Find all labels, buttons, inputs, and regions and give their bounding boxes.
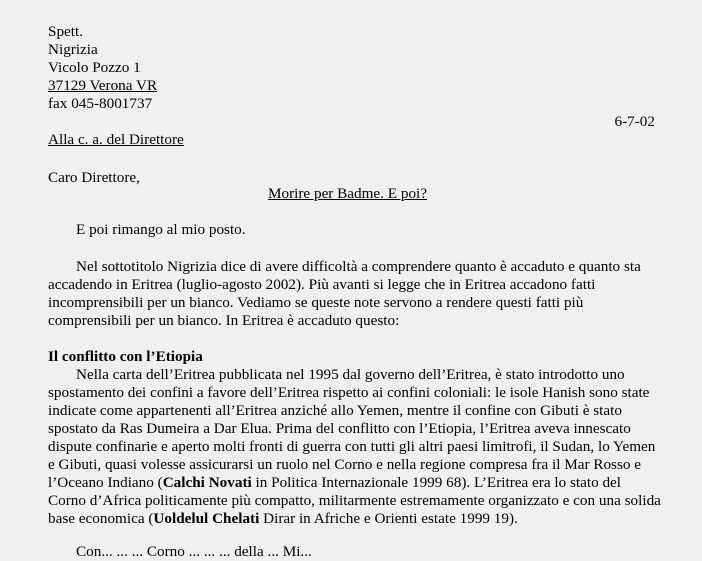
address-line-5: fax 045-8001737	[48, 95, 153, 112]
paragraph-3-part-3: Dirar in Afriche e Orienti estate 1999 19).	[259, 510, 518, 527]
address-line-3: Vicolo Pozzo 1	[48, 59, 141, 76]
section-heading: Il conflitto con l’Etiopia	[48, 348, 203, 365]
paragraph-1: E poi rimango al mio posto.	[76, 221, 246, 238]
paragraph-2: Nel sottotitolo Nigrizia dice di avere difficoltà a comprendere quanto è accaduto e quanto sta accadendo in Eritrea (luglio-agosto 2002). Più avanti si legge che in Eritrea accadono fatti incomprensibili per un bianco. Vediamo se queste note servono a rendere questi fatti più comprensibili per un bianco. In Eritrea è accaduto questo:	[48, 258, 641, 329]
address-line-2: Nigrizia	[48, 41, 98, 58]
letter-title: Morire per Badme. E poi?	[268, 185, 427, 202]
paragraph-3-part-1: Nella carta dell’Eritrea pubblicata nel 1995 dal governo dell’Eritrea, è stato introdotto uno spostamento dei confini a favore dell’Eritrea rispetto ai confini coloniali: le isole Hanish sono state indicate come appartenenti all’Eritrea anziché allo Yemen, mentre il confine con Gibuti è stato spostato da Ras Dumeira a Dar Elua. Prima del conflitto con l’Etiopia, l’Eritrea aveva innescato dispute confinarie e aperto molti fronti di guerra con tutti gli altri paesi limitrofi, il Sudan, lo Yemen e Gibuti, quasi volesse assicurarsi un ruolo nel Corno e nella regione compresa fra il Mar Rosso e l’Oceano Indiano (	[48, 366, 656, 491]
author-calchi-novati: Calchi Novati	[162, 474, 252, 491]
paragraph-4-fragment: Con... ... ... Corno ... ... ... della ... Mi...	[76, 543, 312, 560]
paragraph-3	[48, 366, 662, 528]
letter-date: 6-7-02	[614, 113, 655, 130]
address-line-4: 37129 Verona VR	[48, 77, 158, 94]
paragraph-3-part-2: in Politica Internazionale 1999 68). L’Eritrea era lo stato del Corno d’Africa politicamente più compatto, militarmente estremamente organizzato e con una solida base economica (	[48, 474, 661, 527]
salutation: Caro Direttore,	[48, 169, 140, 186]
attention-line: Alla c. a. del Direttore	[48, 131, 184, 148]
address-line-1: Spett.	[48, 23, 84, 40]
author-uoldelul-chelati: Uoldelul Chelati	[153, 510, 260, 527]
